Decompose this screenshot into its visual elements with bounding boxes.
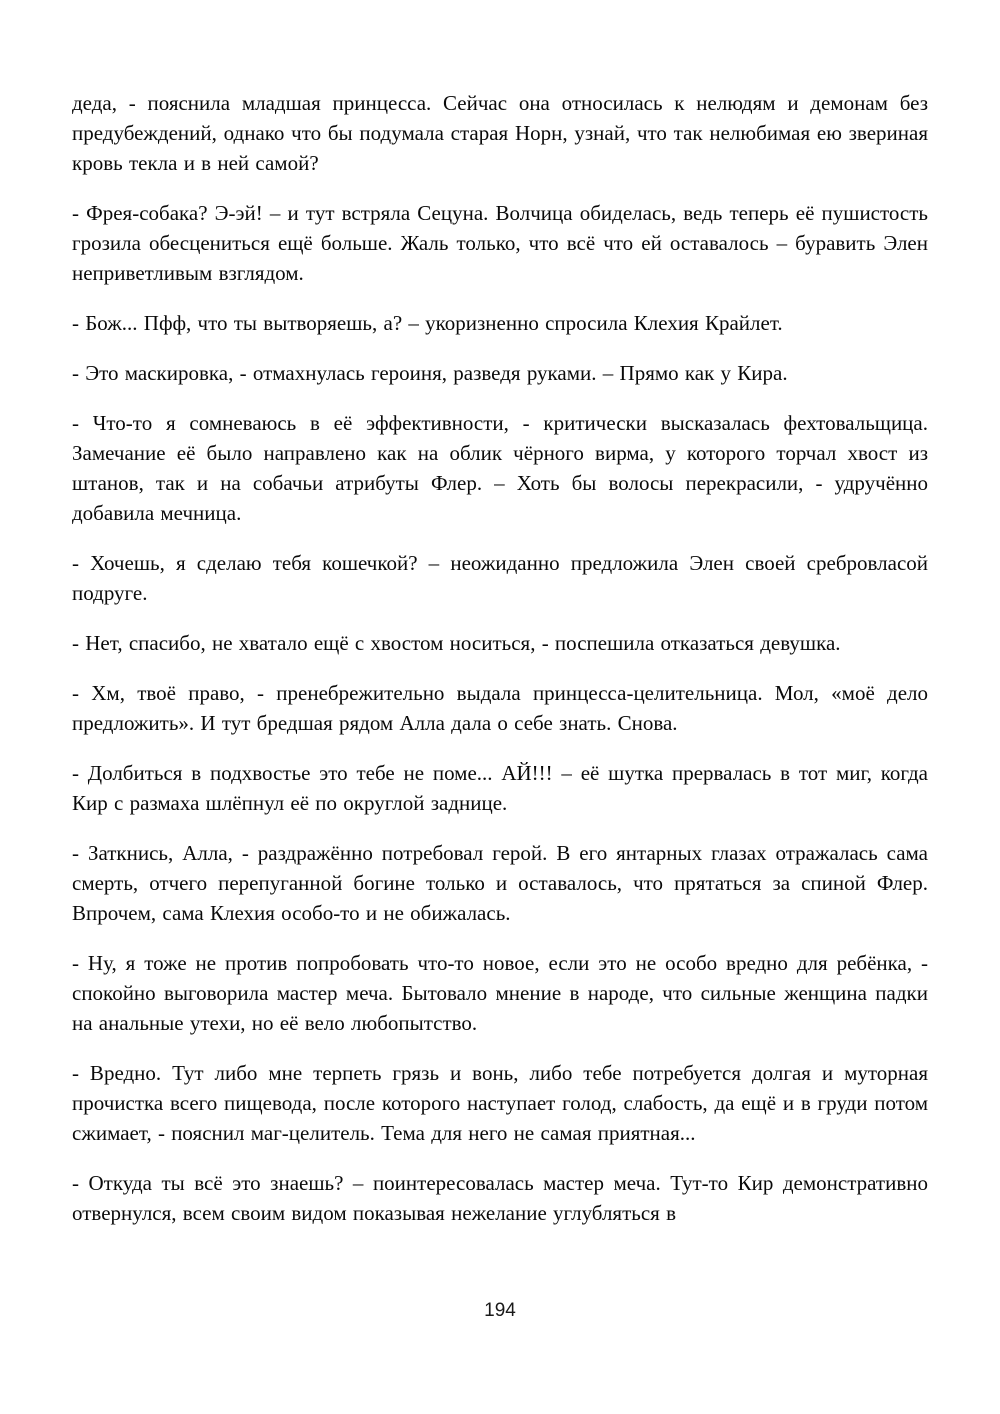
paragraph: - Это маскировка, - отмахнулась героиня, разведя руками. – Прямо как у Кира. — [72, 361, 788, 385]
page-footer — [0, 1300, 1000, 1322]
paragraph: деда, - пояснила младшая принцесса. Сейчас она относилась к нелюдям и демонам без предубеждений, однако что бы подумала старая Норн, узнай, что так нелюбимая ею звериная кровь текла и в ней самой? — [72, 91, 928, 175]
paragraph: - Ну, я тоже не против попробовать что-то новое, если это не особо вредно для ребёнка, - спокойно выговорила мастер меча. Бытовало мнение в народе, что сильные женщина падки на анальные утехи, но её вело любопытство. — [72, 951, 928, 1035]
paragraph: - Нет, спасибо, не хватало ещё с хвостом носиться, - поспешила отказаться девушка. — [72, 631, 841, 655]
paragraph: - Что-то я сомневаюсь в её эффективности, - критически высказалась фехтовальщица. Замечание её было направлено как на облик чёрного вирма, у которого торчал хвост из штанов, так и на собачьи атрибуты Флер. – Хоть бы волосы перекрасили, - удручённо добавила мечница. — [72, 411, 928, 525]
text-block — [72, 88, 928, 1248]
paragraph: - Бож... Пфф, что ты вытворяешь, а? – укоризненно спросила Клехия Крайлет. — [72, 311, 783, 335]
paragraph: - Хочешь, я сделаю тебя кошечкой? – неожиданно предложила Элен своей сребровласой подруге. — [72, 551, 928, 605]
page-number: 194 — [484, 1300, 516, 1321]
paragraph: - Долбиться в подхвостье это тебе не поме... АЙ!!! – её шутка прервалась в тот миг, когда Кир с размаха шлёпнул её по округлой заднице. — [72, 761, 928, 815]
paragraph: - Хм, твоё право, - пренебрежительно выдала принцесса-целительница. Мол, «моё дело предложить». И тут бредшая рядом Алла дала о себе знать. Снова. — [72, 681, 928, 735]
paragraph: - Фрея-собака? Э-эй! – и тут встряла Сецуна. Волчица обиделась, ведь теперь её пушистость грозила обесцениться ещё больше. Жаль только, что всё что ей оставалось – буравить Элен неприветливым взглядом. — [72, 201, 928, 285]
paragraph: - Откуда ты всё это знаешь? – поинтересовалась мастер меча. Тут-то Кир демонстративно отвернулся, всем своим видом показывая нежелание углубляться в — [72, 1171, 928, 1225]
paragraph: - Заткнись, Алла, - раздражённо потребовал герой. В его янтарных глазах отражалась сама смерть, отчего перепуганной богине только и оставалось, что прятаться за спиной Флер. Впрочем, сама Клехия особо-то и не обижалась. — [72, 841, 928, 925]
paragraph: - Вредно. Тут либо мне терпеть грязь и вонь, либо тебе потребуется долгая и муторная прочистка всего пищевода, после которого наступает голод, слабость, да ещё и в груди потом сжимает, - пояснил маг-целитель. Тема для него не самая приятная... — [72, 1061, 928, 1145]
